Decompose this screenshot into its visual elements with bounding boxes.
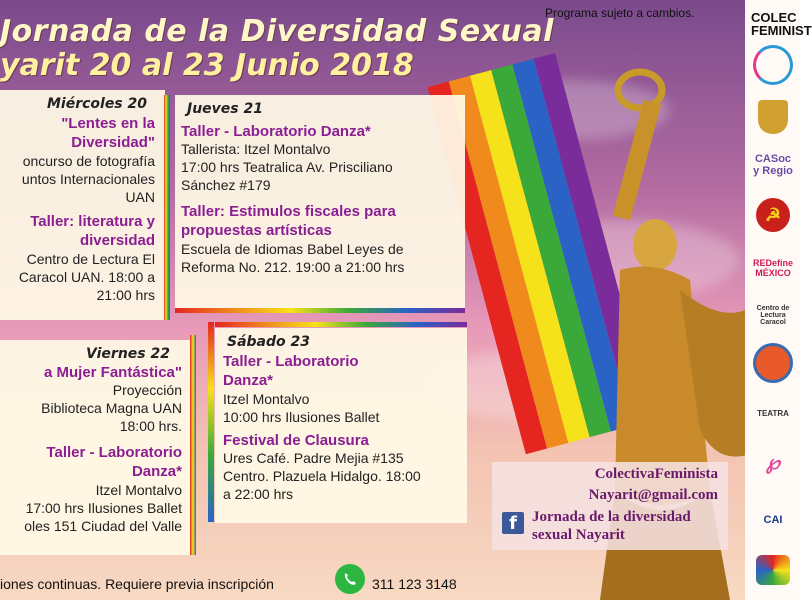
day-heading: Viernes 22 [86,346,170,362]
teatral-logo: TEATRA [757,408,789,418]
event-desc: Centro de Lectura El Caracol UAN. 18:00 a 21:00 hrs [18,251,155,303]
facebook-page-name[interactable]: Jornada de la diversidad sexual Nayarit [532,509,691,543]
phone-number: 311 123 3148 [372,576,457,592]
round-badge-logo [751,343,795,383]
panel-viernes [0,340,190,555]
event-title: "Lentes en la Diversidad" [61,115,155,151]
panel-miercoles [0,90,165,320]
day-heading: Miércoles 20 [46,96,147,112]
rainbow-divider [215,322,467,327]
rainbow-divider [164,95,170,320]
facebook-icon: f [502,512,524,534]
dance-studio-logo: ℘ [766,450,780,474]
event-desc: Tallerista: Itzel Montalvo 17:00 hrs Teatralica Av. Prisciliano Sánchez #179 [181,141,393,193]
event-desc: Proyección Biblioteca Magna UAN 18:00 hrs. [41,382,182,434]
event-title: Taller: literatura y diversidad [30,213,155,249]
event-title: Taller - Laboratorio Danza* [223,353,359,389]
caracol-logo: Centro de Lectura Caracol [756,304,790,326]
colorful-logo [751,550,795,590]
event-desc: Itzel Montalvo 10:00 hrs Ilusiones Ballet [223,391,380,425]
redefine-mexico-logo: REDefine MÉXICO [752,258,793,278]
whatsapp-icon [335,564,365,594]
event-title: a Mujer Fantástica" [44,364,182,381]
sponsor-logos-column [745,0,812,600]
event-title: Festival de Clausura [223,432,369,449]
event-title: Taller - Laboratorio Danza* [46,444,182,480]
day-heading: Sábado 23 [227,334,310,350]
contact-box [492,462,728,550]
contact-line: ColectivaFeminista [594,466,718,482]
event-location-dates: yarit 20 al 23 Junio 2018 [0,48,414,83]
panel-jueves [175,95,465,310]
schedule-notice: Programa sujeto a cambios. [545,6,695,20]
rainbow-divider [190,335,196,555]
event-desc: Escuela de Idiomas Babel Leyes de Reforma No. 212. 19:00 a 21:00 hrs [181,241,405,275]
event-title: Taller - Laboratorio Danza* [181,123,371,140]
colectiva-feminista-logo: COLEC FEMINIST [751,10,812,38]
contact-email[interactable]: Nayarit@gmail.com [588,487,718,503]
hammer-sickle-logo: ☭ [751,195,795,235]
event-desc: Itzel Montalvo 17:00 hrs Ilusiones Ballet oles 151 Ciudad del Valle [24,482,182,534]
circle-logo [751,45,795,85]
cai-logo: CAI [763,514,783,526]
crest-logo [751,97,795,137]
event-desc: oncurso de fotografía untos Internacionales UAN [21,153,155,205]
event-title: Jornada de la Diversidad Sexual [0,14,554,49]
event-title: Taller: Estimulos fiscales para propuestas artísticas [181,203,396,239]
casoc-logo: CASoc y Regio [753,153,793,177]
day-heading: Jueves 21 [187,101,263,117]
footer-note: iones continuas. Requiere previa inscripción [0,576,274,592]
panel-sabado [215,328,467,523]
event-desc: Ures Café. Padre Mejia #135 Centro. Plazuela Hidalgo. 18:00 a 22:00 hrs [223,450,421,502]
rainbow-divider [175,308,465,313]
rainbow-divider [208,322,214,522]
